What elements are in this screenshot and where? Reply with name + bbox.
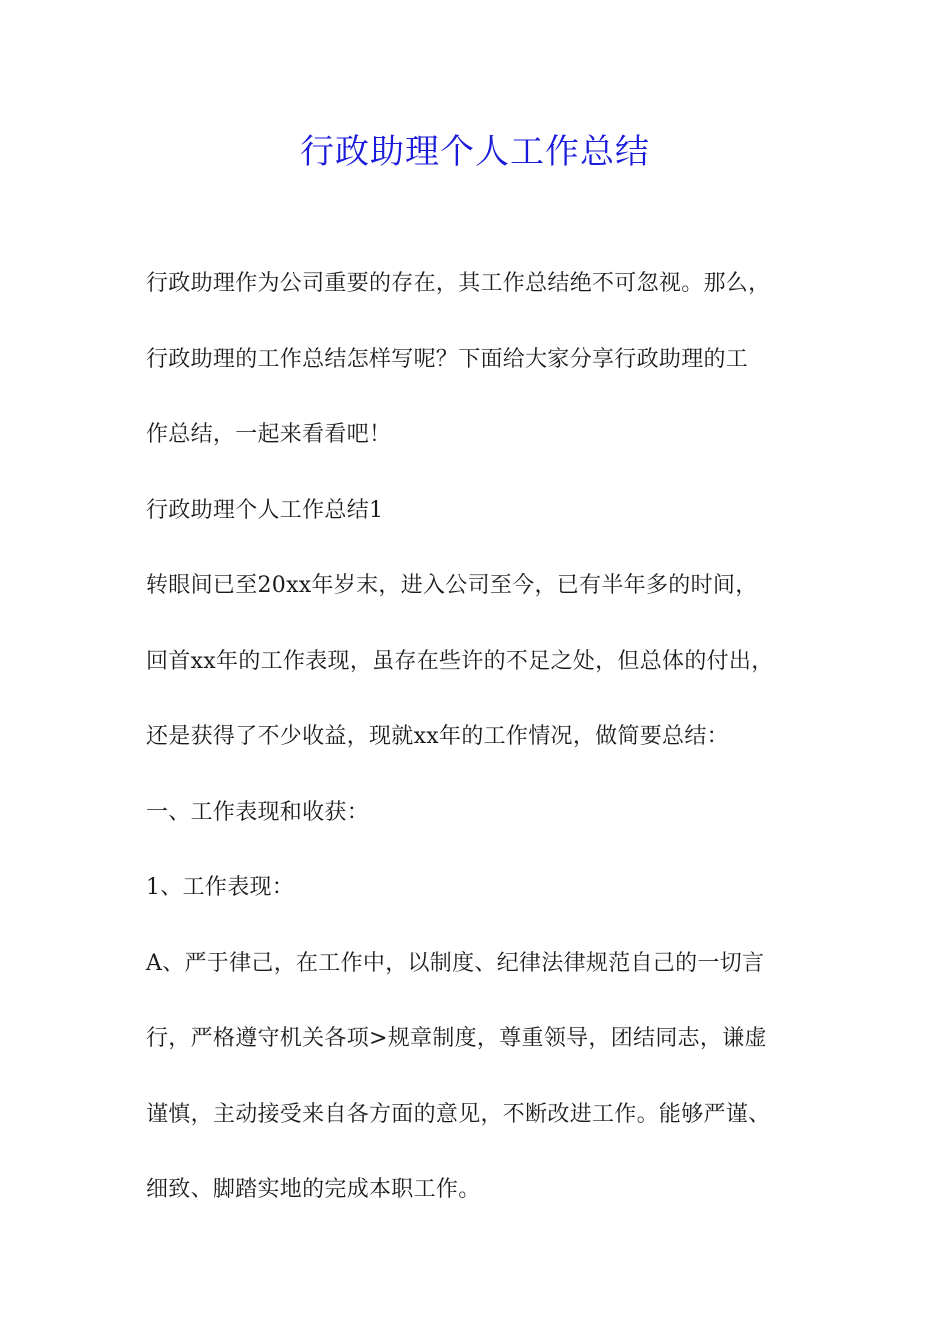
subsection-heading: 1、工作表现： (146, 875, 295, 900)
paragraph-line: 行政助理的工作总结怎样写呢？下面给大家分享行政助理的工 (146, 346, 749, 372)
paragraph-line: A、严于律己，在工作中，以制度、纪律法律规范自己的一切言 (146, 950, 765, 976)
page-title: 行政助理个人工作总结 (300, 132, 650, 172)
paragraph-line: 行政助理作为公司重要的存在，其工作总结绝不可忽视。那么， (146, 271, 771, 296)
section-heading: 行政助理个人工作总结1 (146, 497, 384, 523)
document-body (146, 262, 836, 1244)
section-heading: 一、工作表现和收获： (146, 799, 370, 825)
paragraph-line: 转眼间已至20xx年岁末，进入公司至今，已有半年多的时间， (146, 573, 758, 598)
paragraph-line: 还是获得了不少收益，现就xx年的工作情况，做简要总结： (146, 724, 729, 749)
paragraph-line: 谨慎，主动接受来自各方面的意见，不断改进工作。能够严谨、 (146, 1101, 771, 1127)
paragraph-line: 作总结，一起来看看吧！ (146, 422, 392, 447)
paragraph-line: 细致、脚踏实地的完成本职工作。 (146, 1177, 481, 1202)
paragraph-line: 回首xx年的工作表现，虽存在些许的不足之处，但总体的付出， (146, 648, 774, 674)
paragraph-line: 行，严格遵守机关各项>规章制度，尊重领导，团结同志，谦虚 (146, 1026, 767, 1051)
